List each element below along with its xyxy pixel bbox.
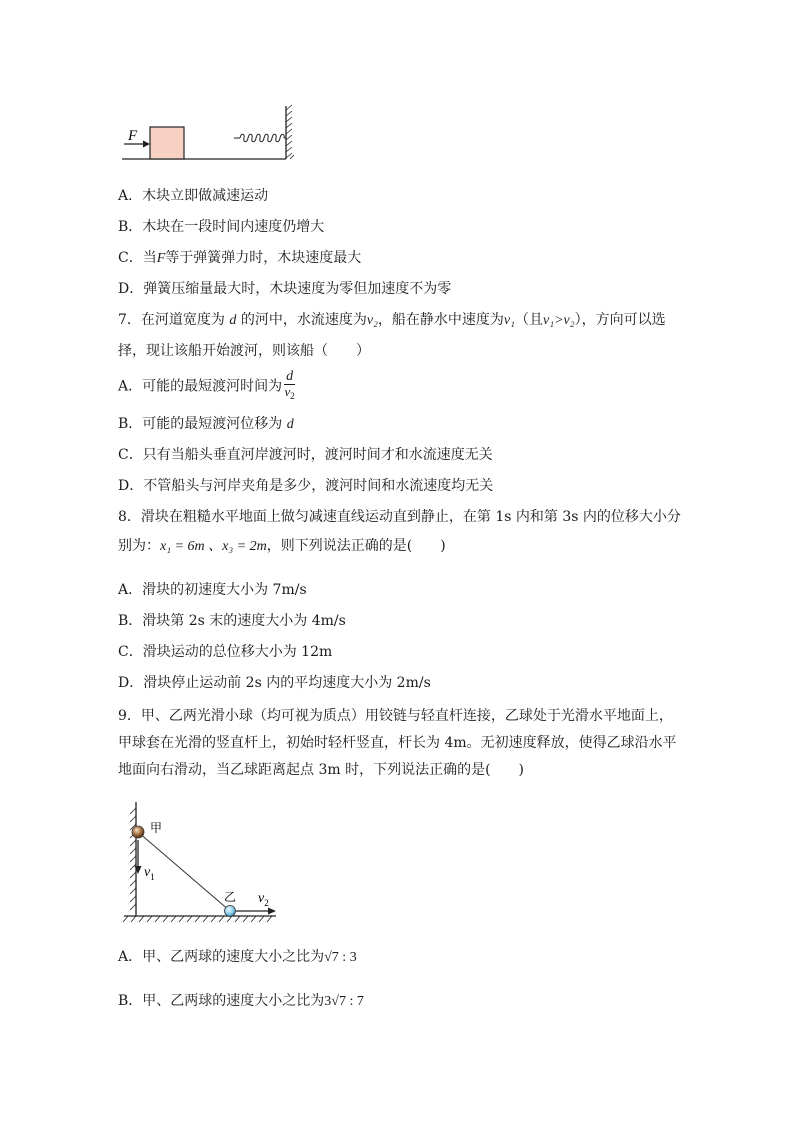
wooden-block: [150, 127, 184, 159]
q8-stem-line1: 8．滑块在粗糙水平地面上做匀减速直线运动直到静止，在第 1s 内和第 3s 内的位移大小分: [118, 509, 681, 525]
q8-option-a: A．滑块的初速度大小为 7m/s: [118, 582, 307, 598]
q6-option-d: D．弹簧压缩量最大时，木块速度为零但加速度不为零: [118, 281, 452, 297]
q6-option-b: B．木块在一段时间内速度仍增大: [118, 219, 325, 235]
q7-stem-line2: 择，现让该船开始渡河，则该船（ ）: [118, 343, 370, 359]
q7-option-a: A．可能的最短渡河时间为 $\frac{d}{v_2}$: [118, 369, 295, 401]
q6-option-c: C．当F等于弹簧弹力时，木块速度最大: [118, 250, 362, 266]
q9-stem-line3: 地面向右滑动，当乙球距离起点 3m 时，下列说法正确的是( ): [118, 762, 525, 778]
q8-stem-line2: 别为：x₁ = 6m 、x₃ = 2m，则下列说法正确的是( ): [118, 538, 446, 554]
block-spring-figure: [118, 100, 298, 164]
fraction-d-over-v2: $\frac{d}{v_2}$: [284, 369, 295, 401]
force-label: F: [128, 128, 138, 144]
q7-option-c: C．只有当船头垂直河岸渡河时，渡河时间才和水流速度无关: [118, 447, 493, 463]
q9-stem-line1: 9．甲、乙两光滑小球（均可视为质点）用铰链与轻直杆连接，乙球处于光滑水平地面上，: [118, 708, 673, 724]
v2-label: $v_2$: [258, 891, 269, 908]
q7-option-d: D．不管船头与河岸夹角是多少，渡河时间和水流速度均无关: [118, 478, 494, 494]
q7-option-b: B．可能的最短渡河位移为 d: [118, 416, 294, 432]
label-jia: 甲: [150, 821, 163, 835]
q8-option-b: B．滑块第 2s 末的速度大小为 4m/s: [118, 613, 346, 629]
q9-option-a: A．甲、乙两球的速度大小之比为√7 : 3: [118, 949, 357, 965]
v1-label: $v_1$: [144, 865, 155, 882]
q8-option-d: D．滑块停止运动前 2s 内的平均速度大小为 2m/s: [118, 675, 431, 691]
q6-option-a: A．木块立即做减速运动: [118, 188, 269, 204]
q8-option-c: C．滑块运动的总位移大小为 12m: [118, 644, 333, 660]
two-ball-rod-figure: [118, 798, 288, 928]
spring: [234, 134, 286, 142]
label-yi: 乙: [224, 890, 237, 904]
q9-option-b: B．甲、乙两球的速度大小之比为3√7 : 7: [118, 993, 364, 1009]
ball-jia: [132, 826, 144, 838]
ball-yi: [225, 906, 236, 917]
q7-stem-line1: 7．在河道宽度为 d 的河中，水流速度为v₂，船在静水中速度为v₁（且v₁>v₂），方向可以选: [118, 312, 666, 328]
q9-stem-line2: 甲球套在光滑的竖直杆上，初始时轻杆竖直，杆长为 4m。无初速度释放，使得乙球沿水平: [118, 735, 677, 751]
